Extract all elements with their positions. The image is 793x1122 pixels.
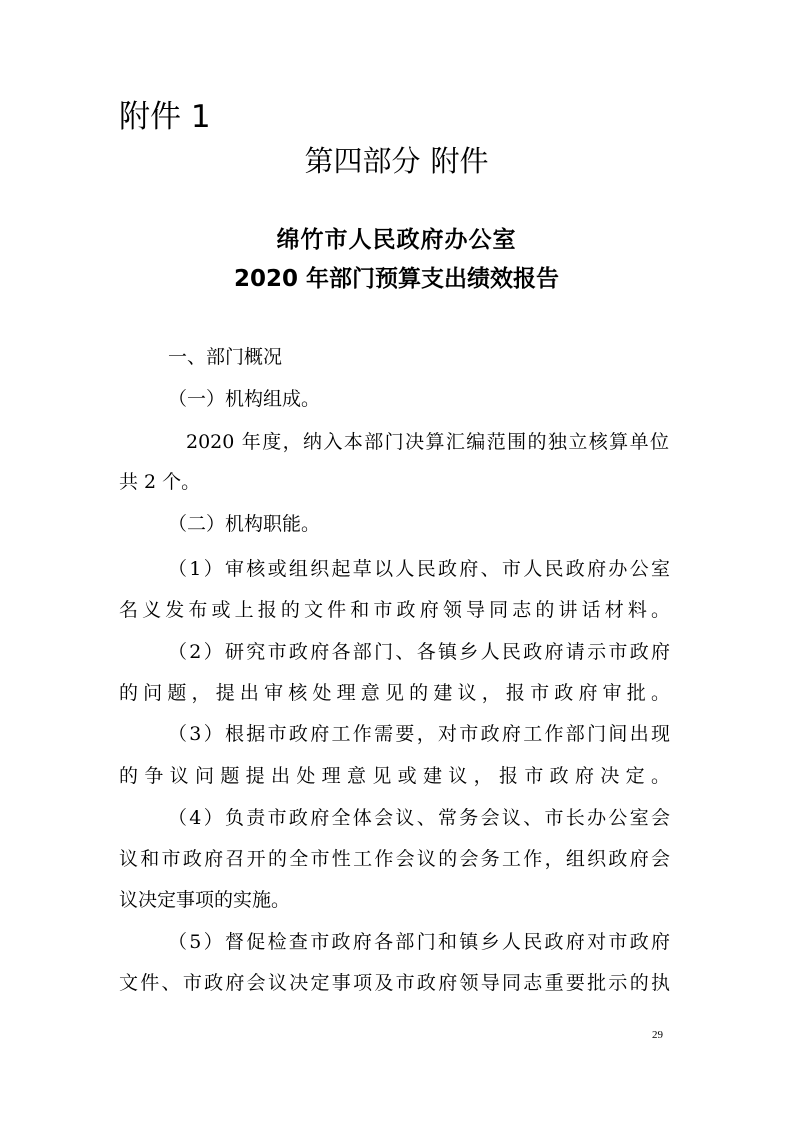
paragraph-line: 的争议问题提出处理意见或建议，报市政府决定。 bbox=[119, 765, 670, 787]
paragraph-line: 名义发布或上报的文件和市政府领导同志的讲话材料。 bbox=[119, 599, 670, 621]
part-title-sub: 附件 bbox=[430, 144, 489, 178]
section-heading-overview: 一、部门概况 bbox=[168, 346, 283, 368]
paragraph-line: 议和市政府召开的全市性工作会议的会务工作，组织政府会 bbox=[119, 848, 670, 870]
paragraph-line: 共 2 个。 bbox=[119, 471, 201, 493]
page-number: 29 bbox=[652, 1029, 663, 1041]
attachment-label: 附件 1 bbox=[119, 99, 211, 135]
paragraph-line: （1）审核或组织起草以人民政府、市人民政府办公室 bbox=[168, 558, 670, 580]
part-title bbox=[0, 141, 793, 181]
subsection-heading-composition: （一）机构组成。 bbox=[168, 388, 321, 410]
subsection-heading-functions: （二）机构职能。 bbox=[168, 513, 321, 535]
part-title-main: 第四部分 bbox=[304, 144, 421, 178]
report-title-line2: 2020 年部门预算支出绩效报告 bbox=[233, 266, 560, 292]
paragraph-line: （5）督促检查市政府各部门和镇乡人民政府对市政府 bbox=[168, 931, 670, 953]
paragraph-line: 议决定事项的实施。 bbox=[119, 889, 291, 911]
paragraph-line: （3）根据市政府工作需要，对市政府工作部门间出现 bbox=[168, 723, 670, 745]
report-title-line1: 绵竹市人民政府办公室 bbox=[276, 227, 517, 253]
paragraph-line: 的问题，提出审核处理意见的建议，报市政府审批。 bbox=[119, 682, 670, 704]
paragraph-line: （4）负责市政府全体会议、常务会议、市长办公室会 bbox=[168, 807, 670, 829]
paragraph-line: 文件、市政府会议决定事项及市政府领导同志重要批示的执 bbox=[119, 972, 670, 994]
paragraph-line: 2020 年度，纳入本部门决算汇编范围的独立核算单位 bbox=[186, 431, 669, 453]
paragraph-line: （2）研究市政府各部门、各镇乡人民政府请示市政府 bbox=[168, 641, 670, 663]
